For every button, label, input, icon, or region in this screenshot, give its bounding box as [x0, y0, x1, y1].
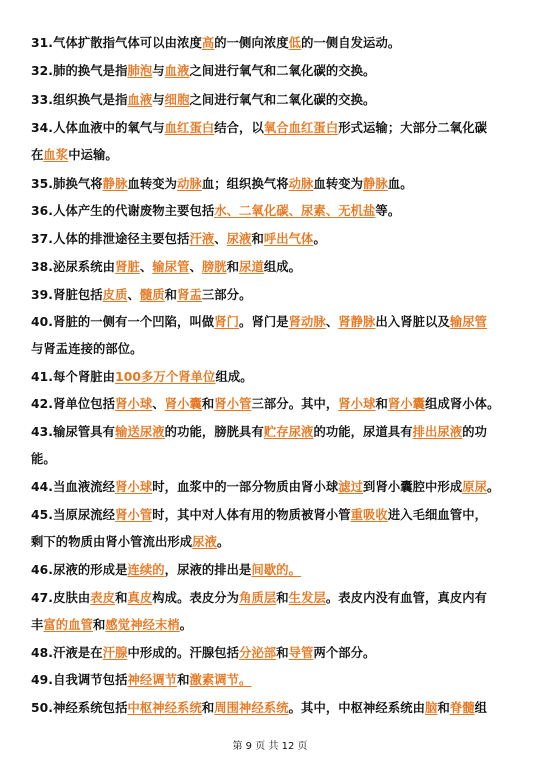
highlighted-term: 连续的	[127, 563, 165, 577]
highlighted-term: 肾小管	[115, 508, 153, 522]
highlighted-term: 感觉神经末梢	[105, 618, 180, 632]
highlighted-term: 角质层	[239, 591, 277, 605]
text-line	[31, 35, 514, 51]
highlighted-term: 重吸收	[350, 508, 388, 522]
highlighted-term: 脊髓	[449, 701, 475, 715]
line-text: 和	[93, 618, 106, 632]
line-text: 到肾小囊腔中形成	[363, 480, 463, 494]
line-text: 和	[276, 591, 289, 605]
text-line	[31, 176, 514, 192]
line-text: 的功能，膀胱具有	[164, 425, 264, 439]
line-text: 出入肾脏以及	[375, 315, 450, 329]
highlighted-term: 氧合血红蛋白	[263, 121, 339, 135]
line-text: 血转变为	[313, 177, 364, 191]
highlighted-term: 高	[201, 36, 215, 50]
text-line	[31, 147, 514, 163]
line-text: ，尿液的排出是	[164, 563, 252, 577]
highlighted-term: 输尿管	[152, 260, 190, 274]
text-line	[31, 314, 514, 330]
highlighted-term: 尿道	[239, 260, 264, 274]
text-line	[31, 203, 514, 219]
text-line	[31, 590, 514, 606]
highlighted-term: 排出尿液	[412, 425, 463, 439]
line-text: 33.组织换气是指	[31, 93, 128, 107]
text-line	[31, 120, 514, 136]
line-text: 和	[115, 591, 128, 605]
line-text: 等。	[375, 204, 401, 218]
text-line	[31, 92, 514, 108]
highlighted-term: 肾盂	[177, 288, 202, 302]
highlighted-term: 导管	[288, 646, 314, 660]
line-text: 45.当原尿流经	[31, 508, 116, 522]
line-text: 50.神经系统包括	[31, 701, 128, 715]
line-text: 和	[251, 232, 264, 246]
highlighted-term: 原尿	[462, 480, 488, 494]
highlighted-term: 肾小囊	[387, 397, 426, 411]
line-text: 三部分。其中，	[251, 397, 339, 411]
line-text: 36.人体产生的代谢废物主要包括	[31, 204, 215, 218]
highlighted-term: 皮质	[102, 288, 128, 302]
line-text: 血转变为	[127, 177, 178, 191]
text-line	[31, 700, 514, 716]
line-text: 能。	[31, 452, 56, 466]
line-text: 结合，以	[214, 121, 264, 135]
text-line	[31, 617, 514, 633]
highlighted-term: 汗腺	[102, 646, 128, 660]
line-text: 。	[179, 618, 193, 632]
highlighted-term: 肾小球	[115, 397, 153, 411]
highlighted-term: 水、二氧化碳、尿素、无机盐	[214, 204, 376, 218]
line-text: 和	[177, 673, 190, 687]
highlighted-term: 贮存尿液	[263, 425, 314, 439]
line-text: 。表皮内没有血管，真皮内有	[325, 591, 488, 605]
line-text: 之间进行氧气和二氧化碳的交换。	[189, 64, 376, 78]
line-text: 、	[189, 260, 202, 274]
highlighted-term: 静脉	[102, 177, 128, 191]
line-text: 44.当血液流经	[31, 480, 116, 494]
line-text: 。	[487, 480, 500, 494]
highlighted-term: 细胞	[164, 93, 190, 107]
line-text: 39.肾脏包括	[31, 288, 103, 302]
line-text: 组成。	[263, 260, 302, 274]
highlighted-term: 动脉	[177, 177, 202, 191]
text-line	[31, 259, 514, 275]
highlighted-term: 呼出气体	[263, 232, 314, 246]
line-text: 37.人体的排泄途径主要包括	[31, 232, 190, 246]
text-line	[31, 534, 514, 550]
highlighted-term: 脑	[425, 701, 438, 715]
text-line	[31, 451, 514, 467]
line-text: 丰	[31, 618, 44, 632]
highlighted-term: 尿液	[226, 232, 252, 246]
line-text: 、	[325, 315, 339, 329]
highlighted-term: 输送尿液	[115, 425, 165, 439]
line-text: 时，血浆中的一部分物质由肾小球	[152, 480, 339, 494]
highlighted-term: 肾小球	[338, 397, 376, 411]
line-text: 、	[152, 397, 165, 411]
line-text: 43.输尿管具有	[31, 425, 116, 439]
highlighted-term: 汗液	[189, 232, 215, 246]
highlighted-term: 肺泡	[127, 64, 153, 78]
highlighted-term: 分泌部	[239, 646, 277, 660]
line-text: 、	[139, 260, 153, 274]
line-text: 组成。	[215, 370, 253, 384]
text-line	[31, 562, 514, 578]
line-text: 与肾盂连接的部位。	[31, 342, 143, 356]
highlighted-term: 富的血管	[43, 618, 93, 632]
line-text: 和	[164, 288, 178, 302]
line-text: 在	[31, 148, 44, 162]
highlighted-term: 100多万个肾单位	[115, 370, 216, 384]
line-text: 两个部分。	[313, 646, 376, 660]
line-text: 、	[214, 232, 227, 246]
highlighted-term: 尿液	[192, 535, 217, 549]
line-text: 进入毛细血管中，	[387, 508, 488, 522]
highlighted-term: 生发层	[288, 591, 326, 605]
line-text: 49.自我调节包括	[31, 673, 128, 687]
highlighted-term: 血液	[164, 64, 190, 78]
highlighted-term: 血浆	[43, 148, 69, 162]
line-text: 34.人体血液中的氧气与	[31, 121, 165, 135]
line-text: 、	[127, 288, 140, 302]
line-text: 。	[313, 232, 326, 246]
line-text: 组成肾小体。	[425, 397, 500, 411]
line-text: 和	[201, 397, 215, 411]
highlighted-term: 静脉	[363, 177, 388, 191]
line-text: 和	[276, 646, 289, 660]
highlighted-term: 间歇的。	[251, 563, 302, 577]
line-text: 41.每个肾脏由	[31, 370, 116, 384]
line-text: 的功	[462, 425, 488, 439]
line-text: 血；组织换气将	[201, 177, 289, 191]
line-text: 47.皮肤由	[31, 591, 91, 605]
line-text: 。	[216, 535, 230, 549]
line-text: 32.肺的换气是指	[31, 64, 128, 78]
line-text: 和	[375, 397, 388, 411]
line-text: 组	[474, 701, 488, 715]
line-text: 46.尿液的形成是	[31, 563, 128, 577]
highlighted-term: 肾动脉	[288, 315, 326, 329]
line-text: 31.气体扩散指气体可以由浓度	[31, 36, 202, 50]
line-text: 42.肾单位包括	[31, 397, 116, 411]
line-text: 剩下的物质由肾小管流出形成	[31, 535, 193, 549]
highlighted-term: 中枢神经系统	[127, 701, 202, 715]
highlighted-term: 肾脏	[115, 260, 140, 274]
line-text: 38.泌尿系统由	[31, 260, 116, 274]
line-text: 的一侧向浓度	[214, 36, 289, 50]
highlighted-term: 低	[288, 36, 302, 50]
line-text: 48.汗液是在	[31, 646, 103, 660]
highlighted-term: 肾门	[214, 315, 240, 329]
highlighted-term: 髓质	[139, 288, 165, 302]
highlighted-term: 血液	[127, 93, 153, 107]
line-text: 与	[152, 64, 165, 78]
highlighted-term: 动脉	[288, 177, 314, 191]
text-line	[31, 231, 514, 247]
line-text: 的一侧自发运动。	[301, 36, 401, 50]
highlighted-term: 肾小囊	[164, 397, 202, 411]
text-line	[31, 341, 514, 357]
page-footer: 第 9 页 共 12 页	[232, 741, 308, 752]
text-line	[31, 63, 514, 79]
highlighted-term: 滤过	[338, 480, 364, 494]
text-line	[31, 645, 514, 661]
line-text: 的功能，尿道具有	[313, 425, 413, 439]
highlighted-term: 表皮	[90, 591, 116, 605]
highlighted-term: 肾小球	[115, 480, 153, 494]
text-line	[31, 396, 514, 412]
highlighted-term: 肾小管	[214, 397, 252, 411]
text-line	[31, 369, 514, 385]
line-text: 40.肾脏的一侧有一个凹陷，叫做	[31, 315, 215, 329]
line-text: 。其中，中枢神经系统由	[288, 701, 426, 715]
highlighted-term: 肾静脉	[338, 315, 376, 329]
text-line	[31, 672, 514, 688]
highlighted-term: 膀胱	[201, 260, 227, 274]
text-line	[31, 424, 514, 440]
line-text: 构成。表皮分为	[152, 591, 240, 605]
line-text: 中形成的。汗腺包括	[127, 646, 240, 660]
text-line	[31, 507, 514, 523]
line-text: 。肾门是	[239, 315, 289, 329]
line-text: 形式运输；大部分二氧化碳	[338, 121, 487, 135]
line-text: 35.肺换气将	[31, 177, 103, 191]
line-text: 三部分。	[201, 288, 252, 302]
highlighted-term: 激素调节。	[189, 673, 252, 687]
line-text: 中运输。	[68, 148, 118, 162]
line-text: 血。	[387, 177, 413, 191]
highlighted-term: 神经调节	[127, 673, 178, 687]
highlighted-term: 真皮	[127, 591, 153, 605]
highlighted-term: 输尿管	[449, 315, 488, 329]
line-text: 时，其中对人体有用的物质被肾小管	[152, 508, 351, 522]
line-text: 和	[437, 701, 450, 715]
highlighted-term: 血红蛋白	[164, 121, 215, 135]
line-text: 与	[152, 93, 165, 107]
text-line	[31, 287, 514, 303]
line-text: 和	[226, 260, 240, 274]
highlighted-term: 周围神经系统	[214, 701, 289, 715]
line-text: 和	[201, 701, 215, 715]
line-text: 之间进行氧气和二氧化碳的交换。	[189, 93, 376, 107]
text-line	[31, 479, 514, 495]
